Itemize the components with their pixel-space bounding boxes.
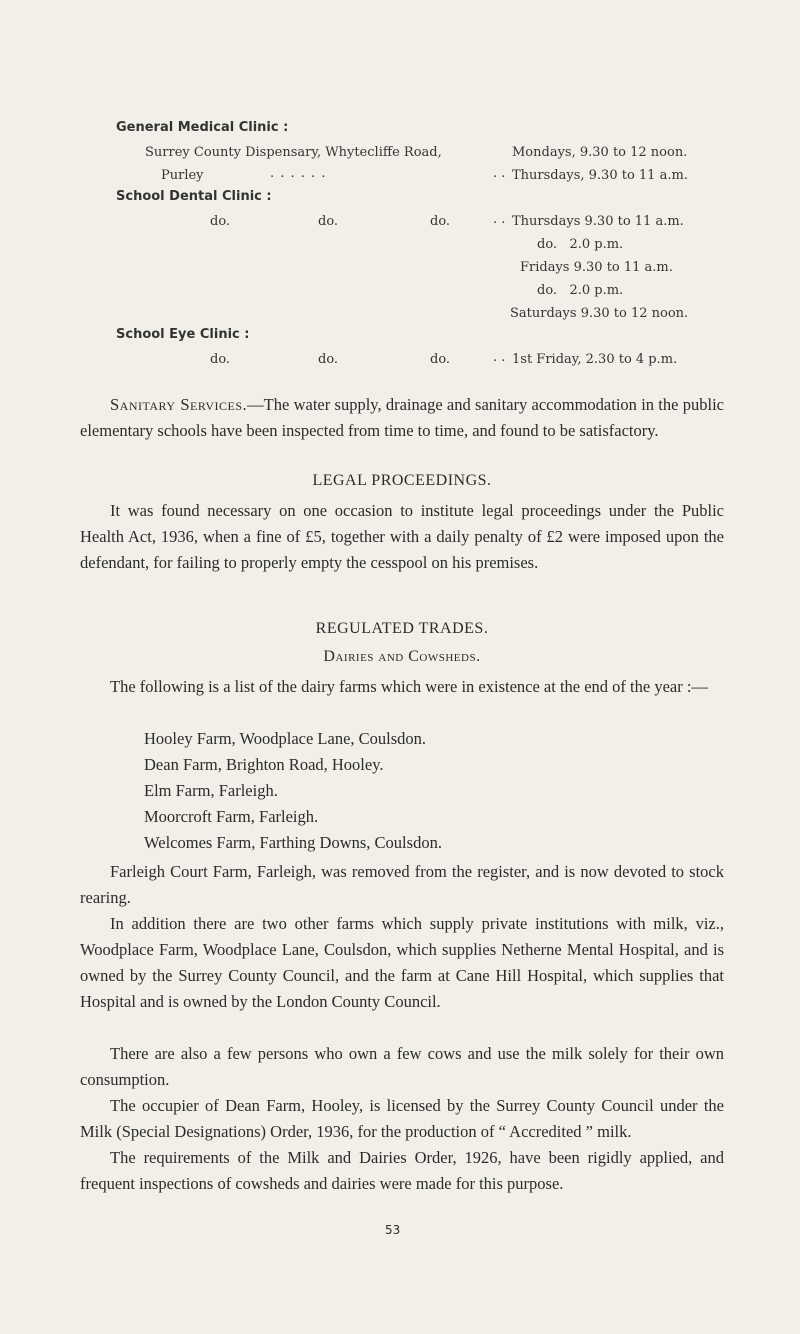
school-dental-time-3: Fridays 9.30 to 11 a.m. — [520, 260, 673, 275]
school-dental-time-4: do. 2.0 p.m. — [537, 283, 624, 298]
regulated-trades-heading: REGULATED TRADES. — [315, 620, 489, 637]
general-medical-location-cont: Purley — [161, 168, 204, 183]
school-eye-location-do: do. — [430, 352, 451, 367]
leader-dots: . . — [493, 350, 506, 365]
school-dental-location-do: do. — [210, 214, 231, 229]
dairies-cowsheds-subheading: Dairies and Cowsheds. — [323, 648, 481, 665]
leader-dots: . . — [493, 212, 506, 227]
other-farms-paragraph: In addition there are two other farms which supply private institutions with milk, viz., Woodplace Farm, Woodplace Lane, Coulsdon, which supplies Netherne Mental Hospital, and is owned by the Surrey County Council, and the farm at Cane Hill Hospital, which supplies that Hospital and is owned by the London County Council. — [80, 914, 724, 1011]
private-cows-paragraph: There are also a few persons who own a few cows and use the milk solely for their own consumption. — [80, 1044, 724, 1089]
sanitary-services-paragraph — [80, 392, 724, 444]
legal-proceedings-heading: LEGAL PROCEEDINGS. — [312, 472, 492, 489]
school-eye-location-do: do. — [210, 352, 231, 367]
school-dental-location-do: do. — [430, 214, 451, 229]
general-medical-clinic-heading: General Medical Clinic : — [116, 120, 289, 135]
farm-list-item: Hooley Farm, Woodplace Lane, Coulsdon. — [144, 729, 427, 748]
school-dental-time-5: Saturdays 9.30 to 12 noon. — [510, 306, 689, 321]
farm-list-item: Dean Farm, Brighton Road, Hooley. — [144, 755, 384, 774]
dairy-farms-intro: The following is a list of the dairy farms which were in existence at the end of the year :— — [110, 677, 708, 696]
school-dental-time-2: do. 2.0 p.m. — [537, 237, 624, 252]
page-number: 53 — [385, 1223, 401, 1237]
sanitary-services-label: Sanitary Services. — [110, 395, 248, 414]
school-eye-location-do: do. — [318, 352, 339, 367]
farm-list-item: Moorcroft Farm, Farleigh. — [144, 807, 319, 826]
farm-list-item: Welcomes Farm, Farthing Downs, Coulsdon. — [144, 833, 442, 852]
dean-farm-licence-paragraph: The occupier of Dean Farm, Hooley, is licensed by the Surrey County Council under the Milk (Special Designations) Order, 1936, for the production of “ Accredited ” milk. — [80, 1096, 724, 1141]
leader-dots: . . . . . . — [270, 166, 327, 181]
farleigh-court-paragraph: Farleigh Court Farm, Farleigh, was removed from the register, and is now devoted to stock rearing. — [80, 862, 724, 907]
general-medical-time-2: Thursdays, 9.30 to 11 a.m. — [512, 168, 688, 183]
general-medical-time-1: Mondays, 9.30 to 12 noon. — [512, 145, 688, 160]
school-eye-time-1: 1st Friday, 2.30 to 4 p.m. — [512, 352, 678, 367]
school-dental-location-do: do. — [318, 214, 339, 229]
sanitary-services-text: —The water supply, drainage and sanitary accommodation in the public elementary schools have been inspected from time to time, and found to be satisfactory. — [80, 395, 724, 440]
leader-dots: . . — [493, 166, 506, 181]
milk-dairies-order-paragraph: The requirements of the Milk and Dairies Order, 1926, have been rigidly applied, and frequent inspections of cowsheds and dairies were made for this purpose. — [80, 1148, 724, 1193]
legal-proceedings-paragraph: It was found necessary on one occasion to institute legal proceedings under the Public Health Act, 1936, when a fine of £5, together with a daily penalty of £2 were imposed upon the defendant, for failing to properly empty the cesspool on his premises. — [80, 501, 724, 572]
school-dental-time-1: Thursdays 9.30 to 11 a.m. — [512, 214, 684, 229]
farm-list-item: Elm Farm, Farleigh. — [144, 781, 278, 800]
general-medical-location: Surrey County Dispensary, Whytecliffe Road, — [145, 145, 442, 160]
school-dental-clinic-heading: School Dental Clinic : — [116, 189, 272, 204]
school-eye-clinic-heading: School Eye Clinic : — [116, 327, 250, 342]
